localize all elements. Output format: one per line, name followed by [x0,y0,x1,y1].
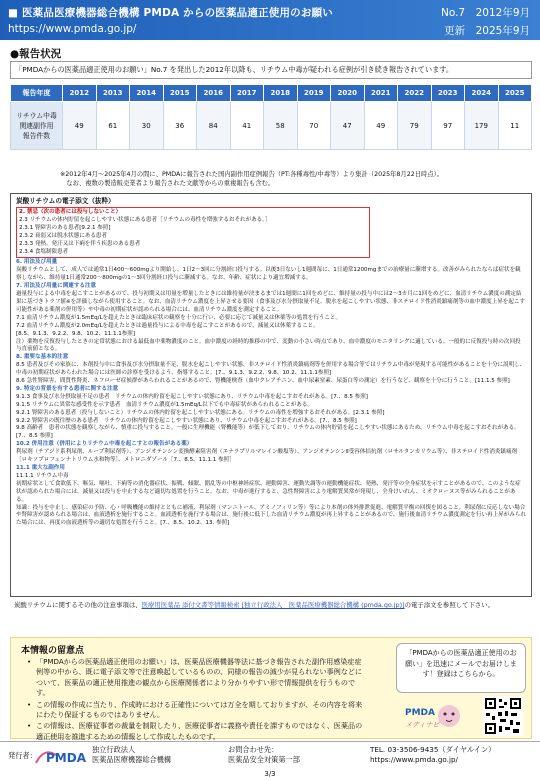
count-cell: 30 [130,102,164,150]
header-updated: 更新 2025年9月 [444,25,530,37]
info-note-item: • この情報は、医療従事者の裁量を制限したり、医療従事者に義務や責任を課すものではなく、医薬品の適正使用を推進するための情報として作成したものです。 [27,721,367,742]
count-cell: 84 [197,102,231,150]
header-url[interactable]: https://www.pmda.go.jp/ [8,23,137,35]
precautions-title: 8. 重要な基本的注意 [16,354,69,361]
year-cell: 2022 [398,85,432,102]
year-cell: 2017 [230,85,264,102]
year-cell: 2014 [130,85,164,102]
year-cell: 2012 [63,85,97,102]
count-cell: 70 [297,102,331,150]
contact-line: 医薬品安全対策第一部 [228,755,300,764]
year-cell: 2025 [498,85,532,102]
contraindication-box [16,207,370,258]
dosage-text: 炭酸リチウムとして、成人では通常1日400～600mgより開始し、1日2～3回に分割経口投与する。以後3日ないし1週間毎に、1日通常1200mgまでの治療量に漸増する。改善がみられたならば症状を観察しながら、維持量1日通常200～800mgの1～3回分割経口投与に漸減する。なお、年齢、症状により適宜増減する。 [16,267,521,282]
contraindication-item: 2.3 リチウムの体内貯留を起こしやすい状態にある患者［リチウムの毒性を増強するおそれがある。］ [19,216,271,223]
count-cell: 97 [431,102,465,150]
count-cell: 47 [331,102,365,150]
interactions-text: 利尿剤（チアジド系利尿剤、ループ利尿剤等）、アンジオテンシン変換酵素阻害剤（エナラプリルマレイン酸塩等）、アンジオテンシンⅡ受容体拮抗剤（ロサルタンカリウム等）、非ステロイド性消炎鎮痛剤［ロキソプロフェンナトリウム水和物等］、メトロニダゾール［7.、8.5、11.1.1 参照］ [16,449,518,464]
specific-patient-item: 9.1.3 食事及び水分摂取量不足の患者 リチウムの体内貯留を起こしやすい状態にあり、リチウム中毒を起こすおそれがある。[7.、8.5 参照] [16,393,368,400]
header-banner [0,0,540,40]
table-row [11,102,532,150]
row-label [11,102,63,150]
count-cell: 58 [264,102,298,150]
pmda-logo [34,745,88,767]
header-title: ■ 医薬品医療機器総合機構 PMDA からの医薬品適正使用のお願い [8,7,333,19]
footer [0,741,540,769]
row-label-line: リチウム中毒 [16,111,57,120]
info-note-item: • この情報の作成に当たり、作成時における正確性については万全を期しておりますが、その内容を将来にわたり保証するものではありません。 [27,700,367,721]
year-cell: 2013 [96,85,130,102]
year-cell: 2018 [264,85,298,102]
contact-line: お問合わせ先： [228,745,279,754]
other-notes-text-end: の電子添文を参照して下さい。 [404,601,495,609]
dosage-notes-text: 過量投与による中毒を起こすことがあるので、投与初期又は用量を増量したときには維持量が決まるまでは1週間に1回をめどに、維持量の投与中には2～3カ月に1回をめどに、血清リチウム濃度の測定結果に基づきトラフ値※を評価しながら使用すること。なお、血清リチウム濃度を上昇させる要因（食事及び水分摂取量不足、脱水を起こしやすい状態、非ステロイド性消炎鎮痛剤等の血中濃度上昇を起こす可能性がある薬剤の併用等）や中毒の初期症状が認められる場合には、血清リチウム濃度を測定すること。 [16,291,525,313]
specific-patient-item: 9.2.2 腎障害の既往歴のある患者 リチウムの体内貯留を起こしやすい状態にあり、リチウム中毒を起こすおそれがある。[7.、8.5 参照] [16,417,357,424]
count-cell: 11 [498,102,532,150]
adverse-reactions-title: 11.1 重大な副作用 [16,465,65,471]
page-number: 3/3 [264,770,276,778]
header-number: No.7 2012年9月 [440,7,530,19]
dosage-title: 6. 用法及び用量 [16,259,58,266]
year-cell: 2016 [197,85,231,102]
info-notes-panel [10,637,532,739]
report-status-title: ●報告状況 [10,48,62,60]
contraindication-item: 2.3.1 腎障害のある患者[9.2.1 参照] [19,224,111,231]
footer-url[interactable]: https://www.pmda.go.jp/ [370,755,458,764]
count-cell: 179 [465,102,499,150]
specific-patient-item: 9.8 高齢者 患者の状態を観察しながら、慎重に投与すること。一般に生理機能（腎機能等）が低下しており、リチウムの体内貯留を起こしやすい状態にあるため、リチウム中毒を起こすおそれがある。[7.、8.5 参照] [16,425,520,440]
specific-patient-item: 9.2.1 腎障害のある患者（投与しないこと）リチウムの体内貯留を起こしやすい状態にある。リチウムの毒性を増強するおそれがある。[2.3.1 参照] [16,409,385,416]
table-header-row [11,85,532,102]
dosage-note-item: 7.1 血清リチウム濃度が1.5mEq/Lを超えたときは臨床症状の観察を十分に行い、必要に応じて減量又は休薬等の処置を行うこと。 [16,314,342,321]
contraindication-title: 2. 禁忌（次の患者には投与しないこと） [19,209,122,215]
table-note [60,170,530,188]
adverse-reaction-item: 初期症状として食欲低下、嘔気、嘔吐、下痢等の消化器症状、振戦、傾眠、錯乱等の中枢神経症状、運動障害、運動失調等の運動機能症状、発熱、発汗等の全身症状を示すことがあるので、このような症状が認められた場合には、減量又は投与を中止するなど適切な処置を行うこと。なお、中毒が進行すると、急性腎障害により電解質異常が発現し、全身けいれん、ミオクローヌス等がみられることがある。 [16,480,521,503]
year-header: 報告年度 [11,85,63,102]
contraindication-item: 2.3.3 発熱、発汗又は下痢を伴う疾患のある患者 [19,240,141,247]
mail-signup-bubble[interactable]: 「PMDAからの医薬品適正使用のお願い」を迅速にメールでお届けします！登録はこちらから。 [396,643,526,693]
note-line: なお、複数の製造販売業者より報告された文献等からの重複報告も含む。 [60,180,275,187]
precaution-item: 8.5 患者及びその家族に、本剤投与中に食事及び水分摂取量不足、脱水を起こしやすい状態、非ステロイド性消炎鎮痛剤等を併用する場合等ではリチウム中毒が発現する可能性があることを十分に説明し、中毒の初期症状があらわれた場合には医師の診察を受けるよう、指導すること。[7.、9.1.3、9.2.2、9.8、10.2、11.1.1参照] [16,362,526,377]
pmda-logo-text: PMDA [46,751,86,765]
tel-number: TEL. 03-3506-9435（ダイヤルイン） [370,745,496,754]
pmda-medinavi-mascot-icon [403,700,463,736]
dosage-note-item: [8.5、9.1.3、9.2.2、9.8、10.2、11.1.1参照] [16,330,136,337]
dosage-note-item: 7.2 血清リチウム濃度が2.0mEq/Lを超えたときは過量投与による中毒を起こすことがあるので、減量又は休薬すること。 [16,322,319,329]
row-label-line: 報告件数 [22,131,51,140]
specific-patient-item: 9.1.5 リチウムに異常な感受性を示す患者 血清リチウム濃度が1.5mEq/L以下でも中毒症状があらわれることがある。 [16,401,313,408]
adverse-reaction-item: 11.1.1 リチウム中毒 [16,472,69,479]
count-cell: 41 [230,102,264,150]
count-cell: 36 [163,102,197,150]
count-cell: 79 [398,102,432,150]
count-cell: 61 [96,102,130,150]
publisher-label: 発行者： [8,751,37,760]
note-line: ※2012年4月～2025年4月の間に、PMDAに報告された国内副作用症例報告（PT:各種毒性/中毒等）より集計（2025年8月22日時点）。 [60,171,444,178]
publisher-org [92,745,171,765]
year-cell: 2021 [364,85,398,102]
adverse-reaction-item: 知識：投与を中止し、感染症の予防、心・呼吸機能の維持とともに補液、利尿剤（マンニトール、アミノフィリン等）等により本剤の体外排泄促進、電解質平衡の回復を図ること。利尿剤に反応しない場合や腎障害が認められる場合は、血液透析を施行すること。血液透析を施行する場合は、施行後に低下した血清リチウム濃度が再上昇することがあるので、施行後血清リチウム濃度測定を行い再上昇がみられた場合には、再度の血液透析等の適切な処置を行うこと。[7.、8.5、10.2、13. 参照] [16,504,526,527]
year-cell: 2019 [297,85,331,102]
row-label-line: 関連副作用 [19,121,54,130]
contraindication-item: 2.3.2 衰弱又は脱水状態にある患者 [19,232,107,239]
info-note-item: • 「PMDAからの医薬品適正使用のお願い」は、医薬品医療機器等法に基づき報告された副作用感染症症例等の中から、既に電子添文等で注意喚起しているものの、同様の報告の減少が見られない事例などについて、医薬品の適正使用推進の観点から医療関係者により分かりやすい形で情報提供を行うものです。 [27,657,367,699]
insert-heading: 炭酸リチウムの電子添文（抜粋） [16,197,115,205]
org-line: 独立行政法人 [92,745,136,754]
mascot-sub-text: メディナビ [405,721,440,729]
contact-dept [228,745,300,765]
other-notes [14,601,529,610]
qr-code-icon[interactable] [483,696,523,736]
year-cell: 2020 [331,85,365,102]
count-cell: 49 [63,102,97,150]
mascot-logo-text: PMDA [405,708,435,718]
contact-tel [370,745,495,765]
report-table [10,84,532,150]
year-cell: 2024 [465,85,499,102]
insert-search-link[interactable]: 医療用医薬品 添付文書等情報検索 [独立行政法人 医薬品医療機器総合機構 (pmda.go.jp)] [141,601,405,609]
dosage-note-item: 注）薬物を反復投与したときの定常状態における最低血中薬物濃度のこと。血中濃度の経時的推移の中で、変動の小さい時点であり、血中濃度のモニタリングに適している。一般的に反復投与時の次回投与直前値となる。 [16,338,521,353]
year-cell: 2023 [431,85,465,102]
contraindication-item: 2.3.4 食塩制限患者 [19,248,69,255]
year-cell: 2015 [163,85,197,102]
interactions-title: 10.2 併用注意（併用によりリチウム中毒を起こすとの報告がある薬） [16,441,193,448]
intro-text: 「PMDAからの医薬品適正使用のお願い」No.7 を発出した2012年以降も、リチウム中毒が疑われる症例が引き続き報告されています。 [10,61,532,79]
precaution-item: 8.6 急性腎障害、間質性腎炎、ネフローゼ症候群があらわれることがあるので、腎機能検査（血中クレアチニン、血中尿素窒素、尿蛋白等の測定）を行うなど、観察を十分に行うこと。[11.1.5 参照] [16,378,510,385]
other-notes-text: 炭酸リチウムに関するその他の注意事項は、 [14,601,142,609]
package-insert-box [10,193,532,597]
info-notes-list [27,657,367,743]
count-cell: 49 [364,102,398,150]
org-line: 医薬品医療機器総合機構 [92,755,172,764]
info-notes-title: 本情報の留意点 [21,646,85,656]
specific-patients-title: 9. 特定の背景を有する患者に関する注意 [16,385,119,392]
dosage-notes-title: 7. 用法及び用量に関連する注意 [16,283,97,290]
